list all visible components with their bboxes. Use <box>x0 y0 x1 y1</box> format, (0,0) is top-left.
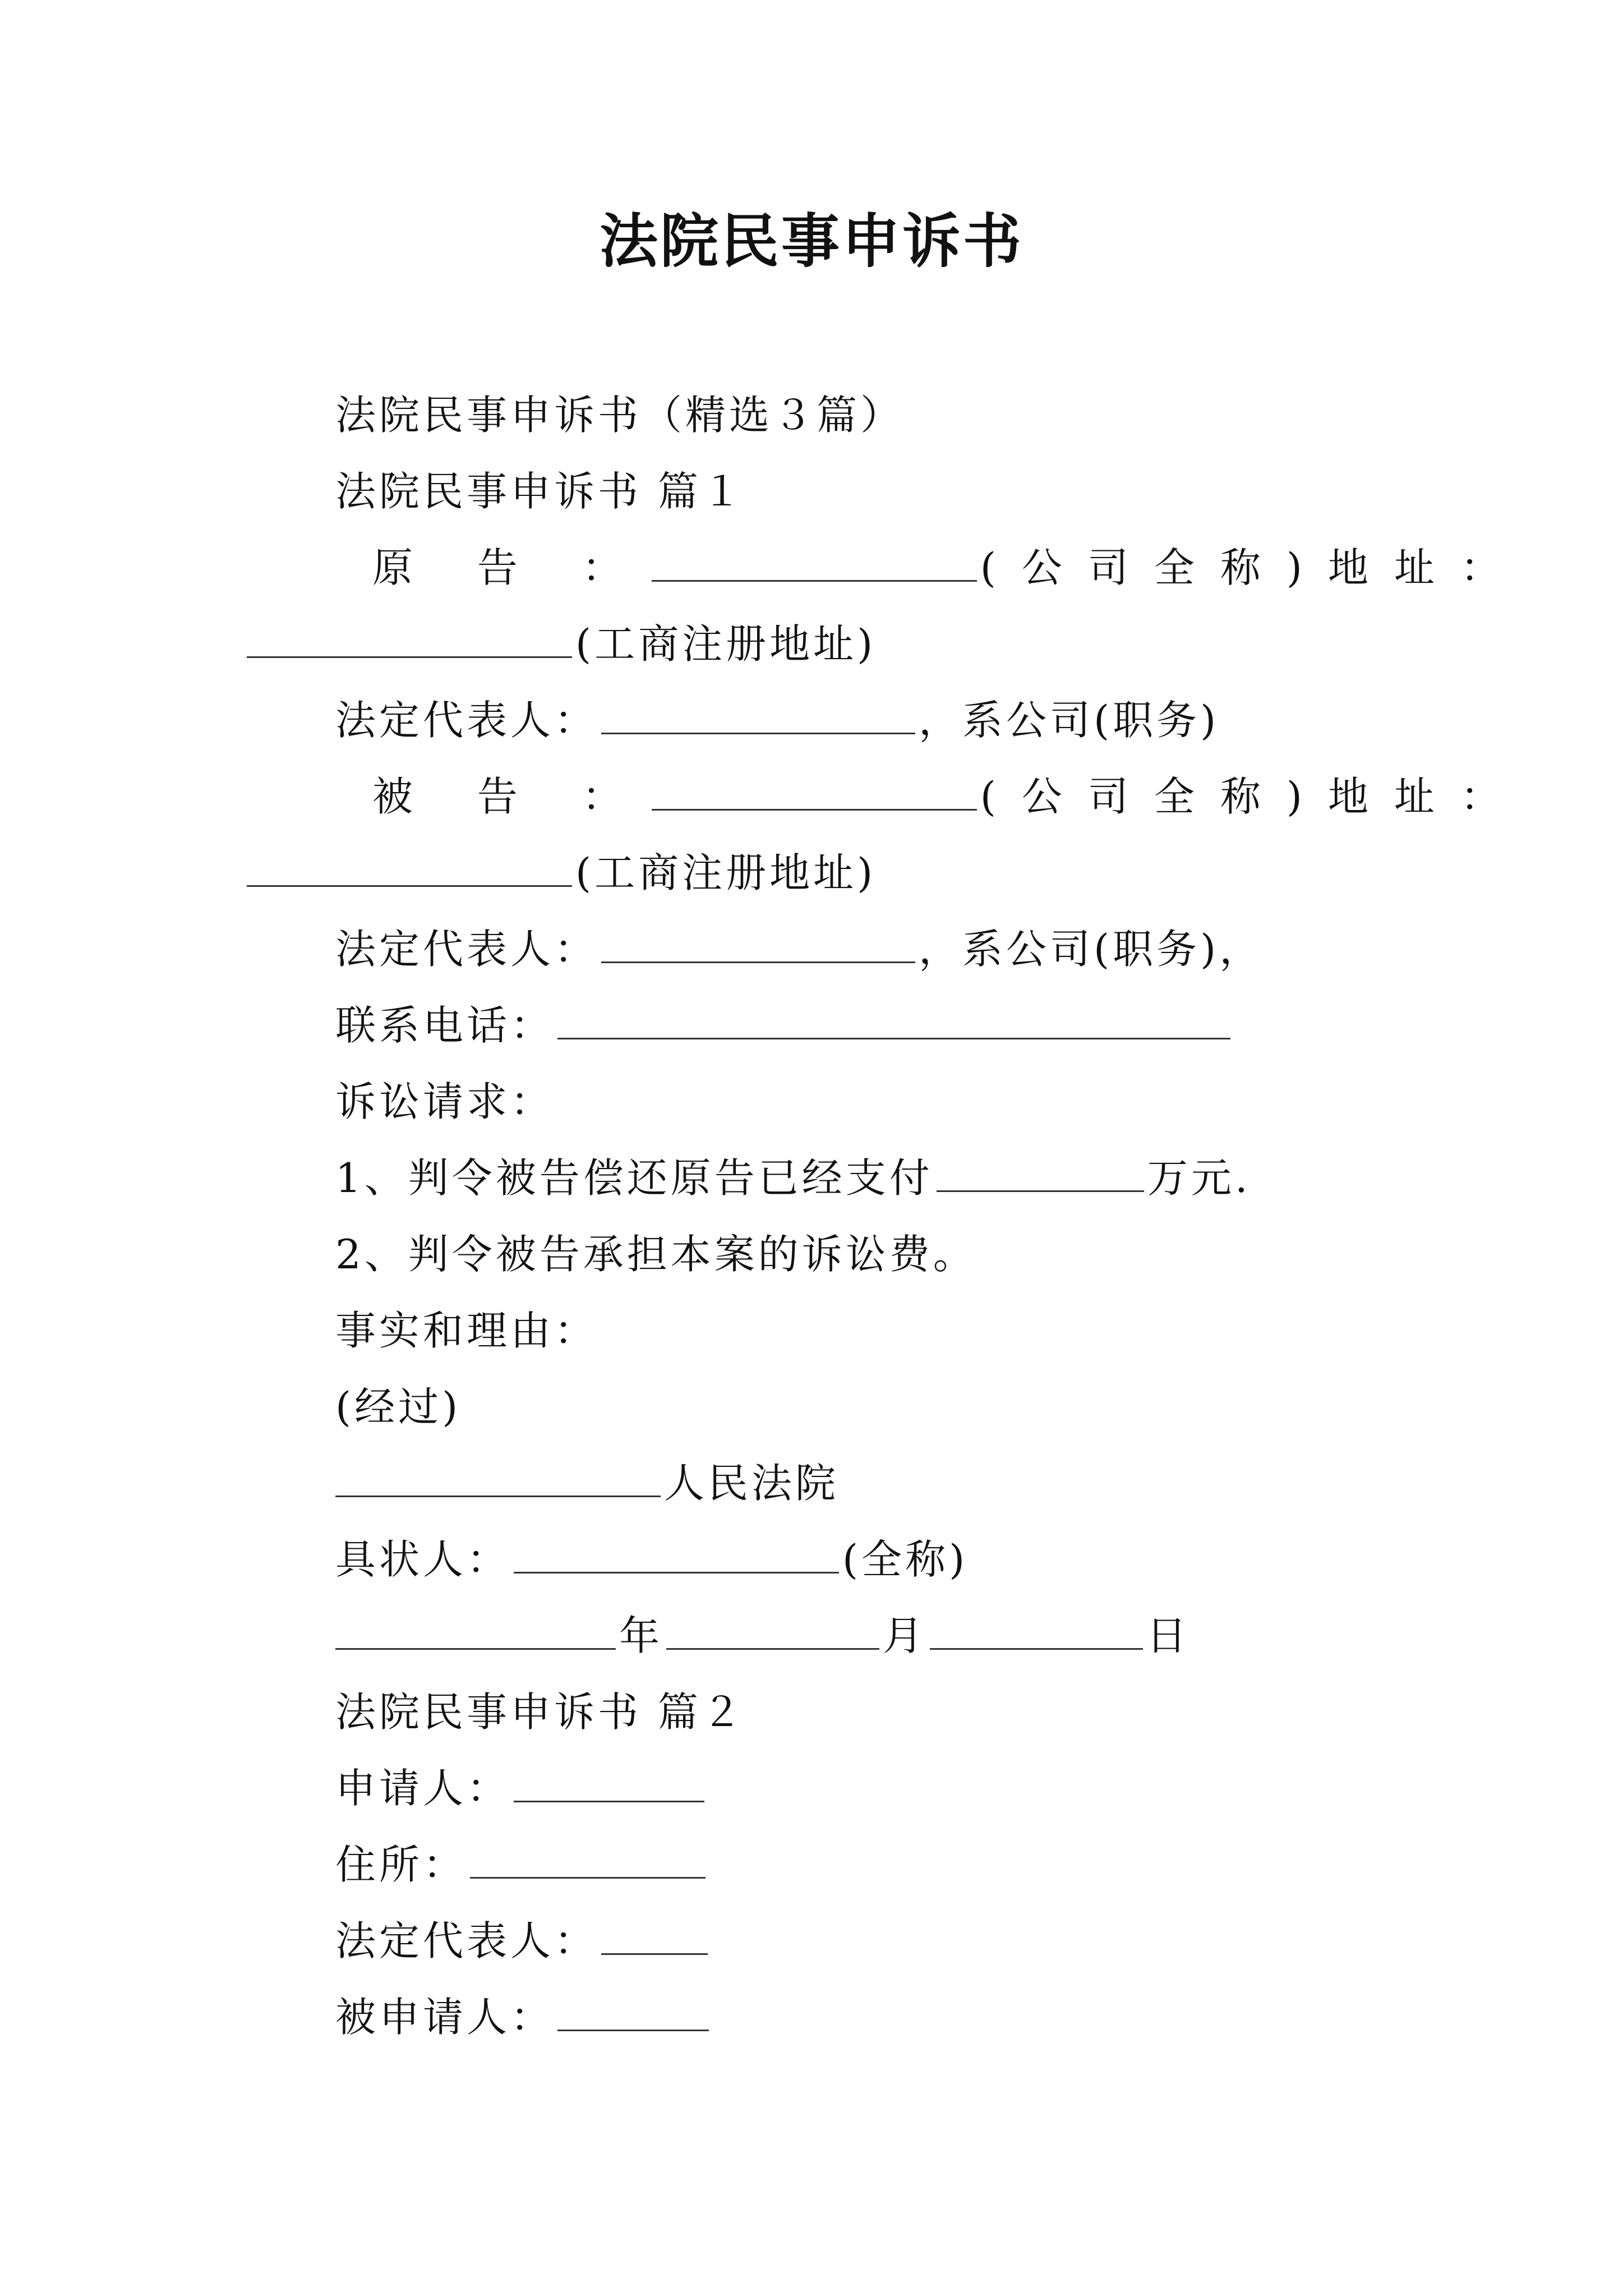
plaintiff-address-line <box>247 616 876 672</box>
residence-blank <box>470 1838 706 1879</box>
respondent-blank <box>557 1990 709 2031</box>
claim-2: 2、判令被告承担本案的诉讼费。 <box>335 1231 977 1278</box>
plaintiff-label: 原 告 ： <box>372 544 648 591</box>
defendant-name-blank <box>652 770 977 811</box>
defendant-company-address-label: (公司全称)地址： <box>980 773 1527 820</box>
signer-label: 具状人： <box>335 1536 511 1583</box>
document-title: 法院民事申诉书 <box>599 206 1023 275</box>
claim-1-amount-blank <box>937 1151 1144 1192</box>
respondent-line <box>335 1989 712 2045</box>
month-blank <box>666 1609 879 1650</box>
section1-heading: 法院民事申诉书 篇１ <box>335 468 745 515</box>
legal-rep-position: ，系公司(职务) <box>919 697 1220 744</box>
signer-line <box>335 1531 968 1588</box>
legal-rep-blank-2 <box>601 922 915 963</box>
facts-label: 事实和理由： <box>335 1307 598 1354</box>
legal-rep-position-2: ，系公司(职务)， <box>919 926 1264 973</box>
process-text: (经过) <box>335 1383 462 1430</box>
defendant-label: 被 告 ： <box>372 773 648 820</box>
defendant-address-line <box>247 845 876 901</box>
month-text: 月 <box>883 1612 927 1659</box>
plaintiff-address-blank <box>247 617 572 658</box>
legal-rep-blank-3 <box>601 1914 708 1955</box>
legal-rep-blank <box>601 693 915 734</box>
document-subtitle: 法院民事申诉书（精选３篇） <box>335 392 905 439</box>
defendant-address-blank <box>247 846 572 887</box>
residence-line <box>335 1837 709 1893</box>
court-line <box>335 1455 839 1511</box>
residence-label: 住所： <box>335 1841 467 1888</box>
plaintiff-legal-rep-line <box>335 692 1219 748</box>
legal-rep-label-2: 法定代表人： <box>335 926 598 973</box>
court-text: 人民法院 <box>664 1460 840 1507</box>
plaintiff-name-blank <box>652 541 977 582</box>
phone-blank <box>557 999 1230 1039</box>
signer-blank <box>514 1533 839 1573</box>
defendant-legal-rep-line <box>335 921 1263 977</box>
claim-1-line <box>335 1150 1251 1206</box>
court-blank <box>335 1456 661 1497</box>
date-line <box>335 1608 1190 1664</box>
legal-rep-label-3: 法定代表人： <box>335 1917 598 1964</box>
respondent-label: 被申请人： <box>335 1994 555 2041</box>
applicant-blank <box>514 1761 704 1802</box>
plaintiff-company-address-label: (公司全称)地址： <box>980 544 1527 591</box>
day-blank <box>930 1609 1143 1650</box>
plaintiff-line <box>372 540 1527 596</box>
applicant-label: 申请人： <box>335 1765 511 1812</box>
section2-heading: 法院民事申诉书 篇２ <box>335 1688 745 1736</box>
claim-1-suffix: 万元. <box>1147 1154 1251 1202</box>
phone-line <box>335 997 1234 1053</box>
phone-label: 联系电话： <box>335 1002 555 1049</box>
plaintiff-address-note: (工商注册地址) <box>575 620 877 668</box>
signer-full-name-note: (全称) <box>842 1536 969 1583</box>
claim-1-prefix: 1、判令被告偿还原告已经支付 <box>335 1154 933 1202</box>
year-text: 年 <box>619 1612 663 1659</box>
day-text: 日 <box>1146 1612 1191 1659</box>
defendant-address-note: (工商注册地址) <box>575 849 877 896</box>
legal-rep-label: 法定代表人： <box>335 697 598 744</box>
legal-rep-3-line <box>335 1913 711 1969</box>
applicant-line <box>335 1760 708 1816</box>
claims-label: 诉讼请求： <box>335 1078 555 1125</box>
year-blank <box>335 1609 616 1650</box>
defendant-line <box>372 769 1527 825</box>
